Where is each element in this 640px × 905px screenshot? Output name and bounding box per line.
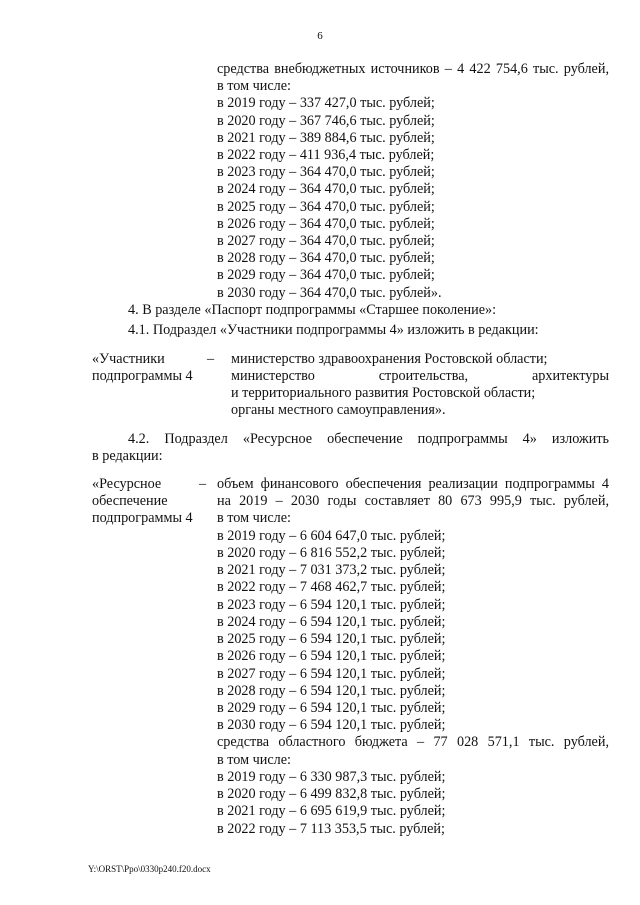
- resources-dash: –: [199, 476, 207, 492]
- text-line: и территориального развития Ростовской области;: [231, 385, 536, 401]
- subsection-resources-heading: 4.2. Подраздел «Ресурсное обеспечение подпрограммы 4» изложить: [128, 431, 609, 447]
- text-line: в 2030 году – 364 470,0 тыс. рублей».: [217, 284, 442, 301]
- text-line: в 2027 году – 364 470,0 тыс. рублей;: [217, 233, 435, 249]
- text-line: в 2023 году – 6 594 120,1 тыс. рублей;: [217, 596, 446, 613]
- text-line: в 2022 году – 7 468 462,7 тыс. рублей;: [217, 579, 446, 596]
- text-line: в 2024 году – 364 470,0 тыс. рублей;: [217, 181, 435, 198]
- participants-dash: –: [207, 351, 215, 367]
- text-line: в 2030 году – 6 594 120,1 тыс. рублей;: [217, 717, 446, 734]
- text-line: в 2021 году – 389 884,6 тыс. рублей;: [217, 129, 435, 146]
- text-line: органы местного самоуправления».: [231, 402, 446, 418]
- text-line: в 2021 году – 6 695 619,9 тыс. рублей;: [217, 803, 446, 820]
- text-line: в 2020 году – 6 499 832,8 тыс. рублей;: [217, 786, 446, 803]
- resources-label: подпрограммы 4: [92, 510, 193, 526]
- subsection-participants-heading: 4.1. Подраздел «Участники подпрограммы 4» изложить в редакции:: [128, 322, 539, 338]
- text-line: министерство здравоохранения Ростовской области;: [231, 351, 548, 367]
- text-line: в 2022 году – 411 936,4 тыс. рублей;: [217, 147, 435, 163]
- page-number: 6: [317, 30, 323, 42]
- participants-label: «Участники: [92, 351, 165, 367]
- text-line: в 2029 году – 364 470,0 тыс. рублей;: [217, 267, 435, 284]
- text-line: в 2019 году – 6 330 987,3 тыс. рублей;: [217, 768, 446, 785]
- text-line: в 2022 году – 7 113 353,5 тыс. рублей;: [217, 820, 445, 837]
- text-line: в 2027 году – 6 594 120,1 тыс. рублей;: [217, 665, 446, 682]
- text-line: средства внебюджетных источников – 4 422 754,6 тыс. рублей,: [217, 61, 609, 77]
- text-line: в 2026 году – 6 594 120,1 тыс. рублей;: [217, 648, 446, 665]
- text-line: в 2021 году – 7 031 373,2 тыс. рублей;: [217, 562, 446, 579]
- text-line: в 2028 году – 364 470,0 тыс. рублей;: [217, 250, 435, 267]
- resources-label: обеспечение: [92, 493, 168, 509]
- text-line: объем финансового обеспечения реализации подпрограммы 4: [217, 476, 609, 492]
- section-heading: 4. В разделе «Паспорт подпрограммы «Старшее поколение»:: [128, 302, 497, 318]
- text-line: в 2028 году – 6 594 120,1 тыс. рублей;: [217, 682, 446, 699]
- file-path-footer: Y:\ORST\Ppo\0330p240.f20.docx: [88, 864, 211, 874]
- text-line: в 2020 году – 367 746,6 тыс. рублей;: [217, 112, 435, 129]
- participants-label: подпрограммы 4: [92, 368, 193, 384]
- text-line: в том числе:: [217, 78, 291, 95]
- text-line: в 2029 году – 6 594 120,1 тыс. рублей;: [217, 699, 446, 716]
- resources-label: «Ресурсное: [92, 476, 162, 492]
- text-line: на 2019 – 2030 годы составляет 80 673 995,9 тыс. рублей,: [217, 493, 609, 510]
- text-line: в 2026 году – 364 470,0 тыс. рублей;: [217, 215, 435, 232]
- text-line: министерство строительства, архитектуры: [231, 368, 609, 384]
- text-line: средства областного бюджета – 77 028 571,1 тыс. рублей,: [217, 734, 609, 751]
- text-line: в 2019 году – 6 604 647,0 тыс. рублей;: [217, 527, 446, 544]
- text-line: в 2024 году – 6 594 120,1 тыс. рублей;: [217, 613, 446, 630]
- text-line: в том числе:: [217, 751, 291, 768]
- text-line: в 2025 году – 364 470,0 тыс. рублей;: [217, 198, 435, 215]
- subsection-resources-heading: в редакции:: [92, 448, 163, 464]
- text-line: в 2023 году – 364 470,0 тыс. рублей;: [217, 164, 435, 181]
- text-line: в 2019 году – 337 427,0 тыс. рублей;: [217, 95, 435, 112]
- text-line: в 2025 году – 6 594 120,1 тыс. рублей;: [217, 631, 446, 648]
- text-line: в том числе:: [217, 510, 291, 527]
- text-line: в 2020 году – 6 816 552,2 тыс. рублей;: [217, 544, 446, 561]
